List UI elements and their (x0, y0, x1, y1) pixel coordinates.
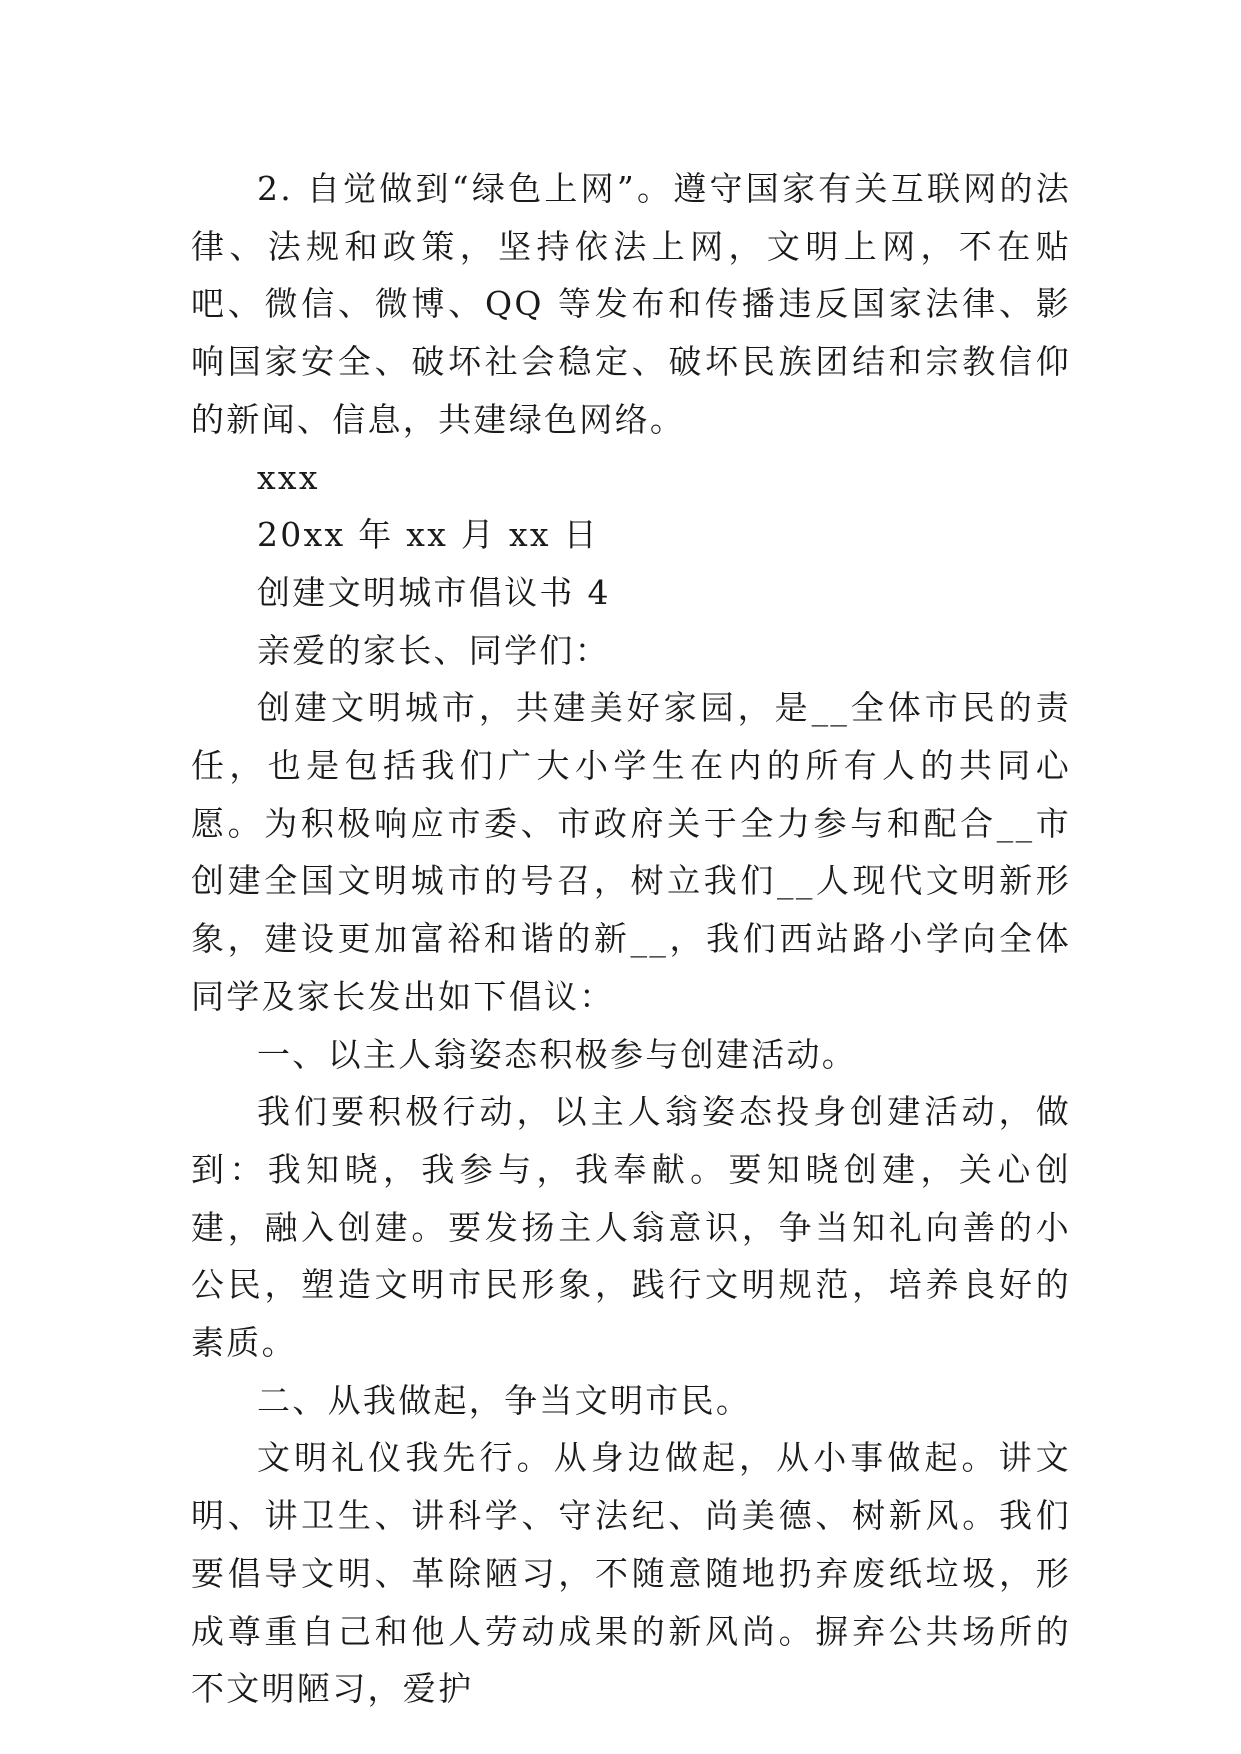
paragraph-participate: 我们要积极行动，以主人翁姿态投身创建活动，做到：我知晓，我参与，我奉献。要知晓创建，关心创建，融入创建。要发扬主人翁意识，争当知礼向善的小公民，塑造文明市民形象，践行文明规范，培养良好的素质。 (191, 1092, 1071, 1363)
paragraph-etiquette: 文明礼仪我先行。从身边做起，从小事做起。讲文明、讲卫生、讲科学、守法纪、尚美德、树新风。我们要倡导文明、革除陋习，不随意随地扔弃废纸垃圾，形成尊重自己和他人劳动成果的新风尚。摒弃公共场所的不文明陋习，爱护 (191, 1438, 1071, 1709)
paragraph-intro: 创建文明城市，共建美好家园，是__全体市民的责任，也是包括我们广大小学生在内的所有人的共同心愿。为积极响应市委、市政府关于全力参与和配合__市创建全国文明城市的号召，树立我们__人现代文明新形象，建设更加富裕和谐的新__，我们西站路小学向全体同学及家长发出如下倡议： (191, 688, 1071, 1016)
signature-date: 20xx 年 xx 月 xx 日 (257, 515, 599, 555)
heading-two: 二、从我做起，争当文明市民。 (257, 1380, 752, 1420)
heading-one: 一、以主人翁姿态积极参与创建活动。 (257, 1034, 858, 1074)
section-title: 创建文明城市倡议书 4 (257, 572, 611, 612)
salutation: 亲爱的家长、同学们： (257, 630, 610, 670)
document-body (191, 160, 1071, 1718)
paragraph-green-internet: 2. 自觉做到“绿色上网”。遵守国家有关互联网的法律、法规和政策，坚持依法上网，文明上网，不在贴吧、微信、微博、QQ 等发布和传播违反国家法律、影响国家安全、破坏社会稳定、破坏民族团结和宗教信仰的新闻、信息，共建绿色网络。 (191, 169, 1071, 439)
signature-name: xxx (257, 457, 320, 497)
